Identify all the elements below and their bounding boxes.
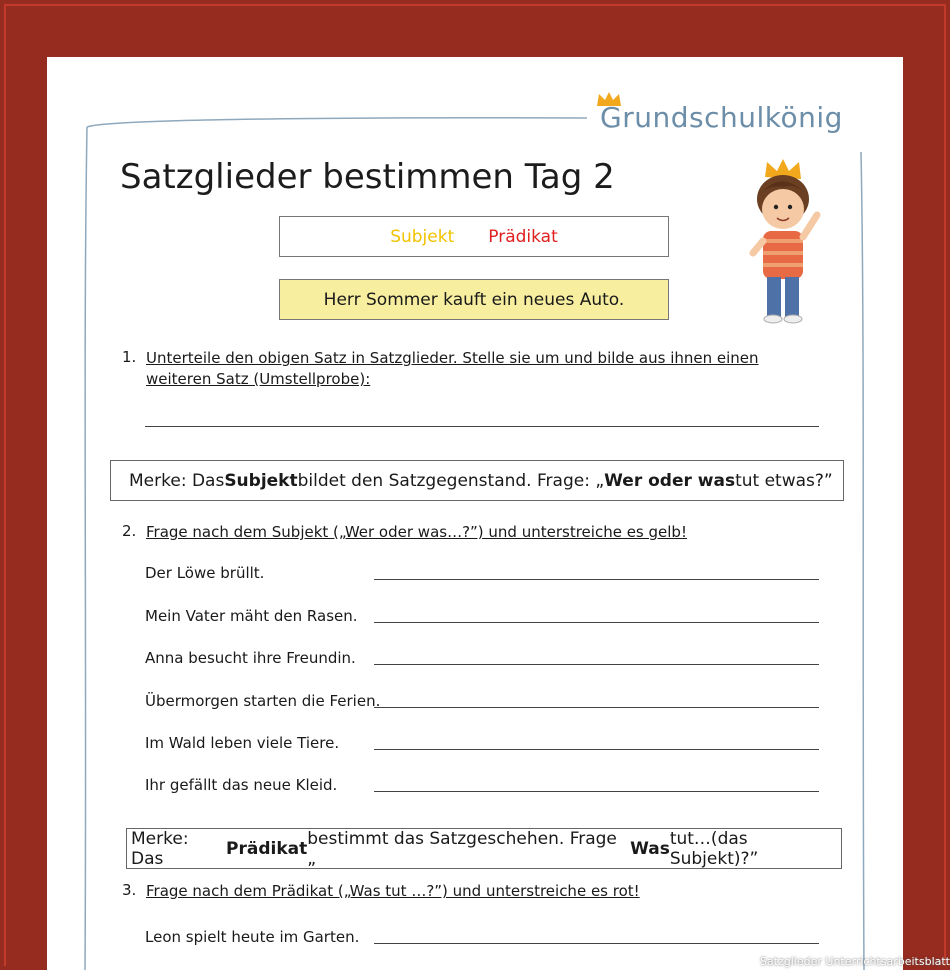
answer-line[interactable] [374, 749, 819, 750]
merke-text: Merke: Das [131, 828, 189, 869]
answer-line[interactable] [145, 426, 819, 427]
exercise-sentence: Im Wald leben viele Tiere. [145, 734, 340, 752]
exercise-sentence: Anna besucht ihre Freundin. [145, 649, 356, 667]
answer-line[interactable] [374, 664, 819, 665]
task-3-instruction: Frage nach dem Prädikat („Was tut …?”) und unterstreiche es rot! [146, 882, 640, 900]
footer-watermark: Satzglieder Unterrichtsarbeitsblatt [759, 955, 950, 968]
merke-box-praedikat [126, 828, 842, 869]
answer-line[interactable] [374, 707, 819, 708]
brand-logo: Grundschulkönig [600, 101, 843, 134]
task-3-number: 3. [122, 881, 137, 899]
page-title: Satzglieder bestimmen Tag 2 [120, 157, 615, 197]
merke-text: bestimmt das Satzgeschehen. Frage „ [307, 828, 617, 869]
color-legend-box [279, 216, 669, 257]
merke-text: tut etwas?” [735, 470, 833, 491]
worksheet-page [47, 57, 903, 970]
task-2-number: 2. [122, 522, 137, 540]
answer-line[interactable] [374, 579, 819, 580]
merke-box-subjekt [110, 460, 844, 501]
legend-praedikat: Prädikat [488, 226, 558, 247]
boy-with-crown-illustration [737, 157, 827, 327]
exercise-sentence: Mein Vater mäht den Rasen. [145, 607, 358, 625]
task-1-instruction: Unterteile den obigen Satz in Satzglieder. Stelle sie um und bilde aus ihnen einen weiteren Satz (Umstellprobe): [146, 349, 759, 388]
merke-text: bildet den Satzgegenstand. Frage: „ [297, 470, 605, 491]
task-1-number: 1. [122, 348, 137, 366]
exercise-sentence: Ihr gefällt das neue Kleid. [145, 776, 338, 794]
merke-text: tut…(das Subjekt)?” [669, 828, 759, 869]
merke-question: Was [630, 838, 670, 859]
exercise-sentence: Leon spielt heute im Garten. [145, 928, 360, 946]
answer-line[interactable] [374, 791, 819, 792]
merke-term: Prädikat [226, 838, 308, 859]
example-sentence-box: Herr Sommer kauft ein neues Auto. [279, 279, 669, 320]
merke-text: Merke: Das [129, 470, 225, 491]
legend-subjekt: Subjekt [390, 226, 455, 247]
task-2-instruction: Frage nach dem Subjekt („Wer oder was…?”) und unterstreiche es gelb! [146, 523, 687, 541]
answer-line[interactable] [374, 622, 819, 623]
answer-line[interactable] [374, 943, 819, 944]
merke-term: Subjekt [224, 470, 298, 491]
exercise-sentence: Der Löwe brüllt. [145, 564, 265, 582]
exercise-sentence: Übermorgen starten die Ferien. [145, 692, 381, 710]
merke-question: Wer oder was [604, 470, 736, 491]
